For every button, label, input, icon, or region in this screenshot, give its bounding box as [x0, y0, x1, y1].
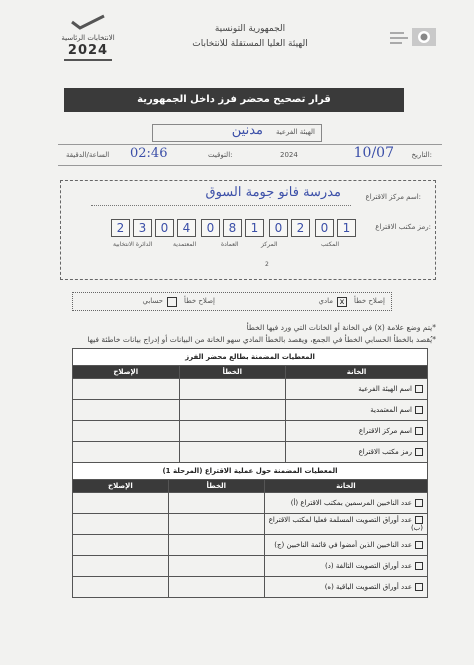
table-row: [73, 493, 428, 514]
fix-cell[interactable]: [73, 421, 180, 442]
date-label: التاريخ:: [411, 151, 432, 159]
code-marker: 2: [265, 261, 269, 268]
office-code-label: رمز مكتب الاقتراع:: [375, 223, 431, 231]
code-digit: 1: [337, 219, 356, 237]
election-logo: [60, 14, 116, 74]
calc-type: حسابي: [142, 297, 163, 305]
row-checkbox[interactable]: [415, 562, 423, 570]
error-cell[interactable]: [179, 379, 286, 400]
material-type: مادي: [318, 297, 333, 305]
error-cell[interactable]: [168, 577, 264, 598]
code-sublabel: الدائرة الانتخابية: [113, 241, 153, 248]
column-header: الإصلاح: [73, 480, 169, 493]
table-row: [73, 442, 428, 463]
fix-cell[interactable]: [73, 379, 180, 400]
calc-checkbox[interactable]: [167, 297, 177, 307]
polling-center-box: [60, 180, 436, 280]
code-digit: 2: [111, 219, 130, 237]
material-label: إصلاح خطأ: [353, 297, 385, 305]
row-checkbox[interactable]: [415, 583, 423, 591]
republic-name: الجمهورية التونسية: [214, 24, 286, 34]
row-label: اسم مركز الاقتراع: [358, 427, 412, 435]
tunisia-flag-icon: [386, 26, 438, 56]
section-title: المعطيات المضمنة حول عملية الاقتراع (المرحلة 1): [73, 463, 428, 480]
table-row: [73, 400, 428, 421]
column-header: الخطأ: [179, 366, 286, 379]
row-checkbox[interactable]: [415, 448, 423, 456]
row-label: اسم المعتمدية: [370, 406, 412, 414]
header-text: [150, 22, 350, 52]
time-unit-label: الساعة/الدقيقة: [66, 151, 110, 159]
error-cell[interactable]: [179, 421, 286, 442]
table-row: [73, 514, 428, 535]
error-cell[interactable]: [168, 493, 264, 514]
fix-cell[interactable]: [73, 493, 169, 514]
row-label: عدد أوراق التصويت التالفة (د): [325, 562, 412, 570]
row-checkbox[interactable]: [415, 541, 423, 549]
instructions: [80, 322, 436, 346]
error-cell[interactable]: [168, 556, 264, 577]
fix-cell[interactable]: [73, 514, 169, 535]
document-title: قرار تصحيح محضر فرز داخل الجمهورية: [64, 88, 404, 112]
table-row: [73, 556, 428, 577]
error-cell[interactable]: [168, 535, 264, 556]
row-label: عدد الناخبين المرسمين بمكتب الاقتراع (أ): [290, 499, 412, 507]
table-row: [73, 379, 428, 400]
code-sublabel: المكتب: [321, 241, 339, 248]
column-header: الخطأ: [168, 480, 264, 493]
row-label: رمز مكتب الاقتراع: [358, 448, 412, 456]
logo-caption: الانتخابات الرئاسية: [61, 34, 115, 42]
date-time-row: [58, 144, 442, 166]
year-value: 2024: [280, 151, 298, 159]
column-header: الخانة: [286, 366, 428, 379]
authority-name: الهيئة العليا المستقلة للانتخابات: [192, 39, 308, 49]
code-digit: 1: [245, 219, 264, 237]
calc-label: إصلاح خطأ: [183, 297, 215, 305]
branch-field: [152, 124, 322, 142]
row-checkbox[interactable]: [415, 406, 423, 414]
note-line: *يُقصد بالخطأ الحسابي الخطأ في الجمع، ويقصد بالخطأ المادي سهو الخانة من البيانات أو إدراج بيانات خاطئة فيها: [87, 335, 436, 344]
code-digit: 4: [177, 219, 196, 237]
fix-cell[interactable]: [73, 442, 180, 463]
time-label: التوقيت:: [208, 151, 233, 159]
table-row: [73, 535, 428, 556]
check-mark-icon: [68, 14, 108, 30]
fix-cell[interactable]: [73, 556, 169, 577]
section-title: المعطيات المضمنة بطالع محضر الفرز: [73, 349, 428, 366]
material-checkbox[interactable]: x: [337, 297, 347, 307]
code-digit: 0: [201, 219, 220, 237]
branch-label: الهيئة الفرعية: [275, 128, 315, 136]
row-checkbox[interactable]: [415, 427, 423, 435]
fix-cell[interactable]: [73, 535, 169, 556]
fix-cell[interactable]: [73, 400, 180, 421]
error-cell[interactable]: [179, 400, 286, 421]
table-row: [73, 421, 428, 442]
column-header: الإصلاح: [73, 366, 180, 379]
error-cell[interactable]: [179, 442, 286, 463]
flag-emblem: [386, 26, 438, 56]
error-cell[interactable]: [168, 514, 264, 535]
row-checkbox[interactable]: [415, 499, 423, 507]
branch-value: مدنين: [231, 123, 263, 138]
code-digit: 8: [223, 219, 242, 237]
row-label: عدد الناخبين الذين أمضوا في قائمة الناخبين (ج): [274, 541, 412, 549]
header-data-table: [72, 348, 428, 463]
logo-year: 2024: [67, 43, 109, 58]
code-digit: 0: [155, 219, 174, 237]
code-digit: 3: [133, 219, 152, 237]
time-value: 02:46: [130, 146, 168, 161]
row-label: عدد أوراق التصويت الباقية (ه): [324, 583, 412, 591]
date-value: 10/07: [353, 145, 394, 161]
row-checkbox[interactable]: [415, 516, 423, 524]
row-checkbox[interactable]: [415, 385, 423, 393]
voting-data-table: [72, 462, 428, 598]
center-name-label: اسم مركز الاقتراع:: [365, 193, 421, 201]
row-label: عدد أوراق التصويت المسلمة فعليا لمكتب الاقتراع (ب): [268, 516, 423, 532]
code-digit: 0: [315, 219, 334, 237]
code-sublabel: المعتمدية: [173, 241, 197, 248]
code-digit: 2: [291, 219, 310, 237]
table-row: [73, 577, 428, 598]
note-line: *يتم وضع علامة (x) في الخانة أو الخانات التي ورد فيها الخطأ: [246, 323, 436, 332]
column-header: الخانة: [264, 480, 427, 493]
correction-type-box: [72, 292, 392, 311]
code-sublabel: المركز: [261, 241, 278, 248]
row-label: اسم الهيئة الفرعية: [358, 385, 412, 393]
code-sublabel: العمادة: [221, 241, 239, 248]
code-digit: 0: [269, 219, 288, 237]
fix-cell[interactable]: [73, 577, 169, 598]
center-name-value: مدرسة فانو جومة السوق: [205, 185, 341, 200]
